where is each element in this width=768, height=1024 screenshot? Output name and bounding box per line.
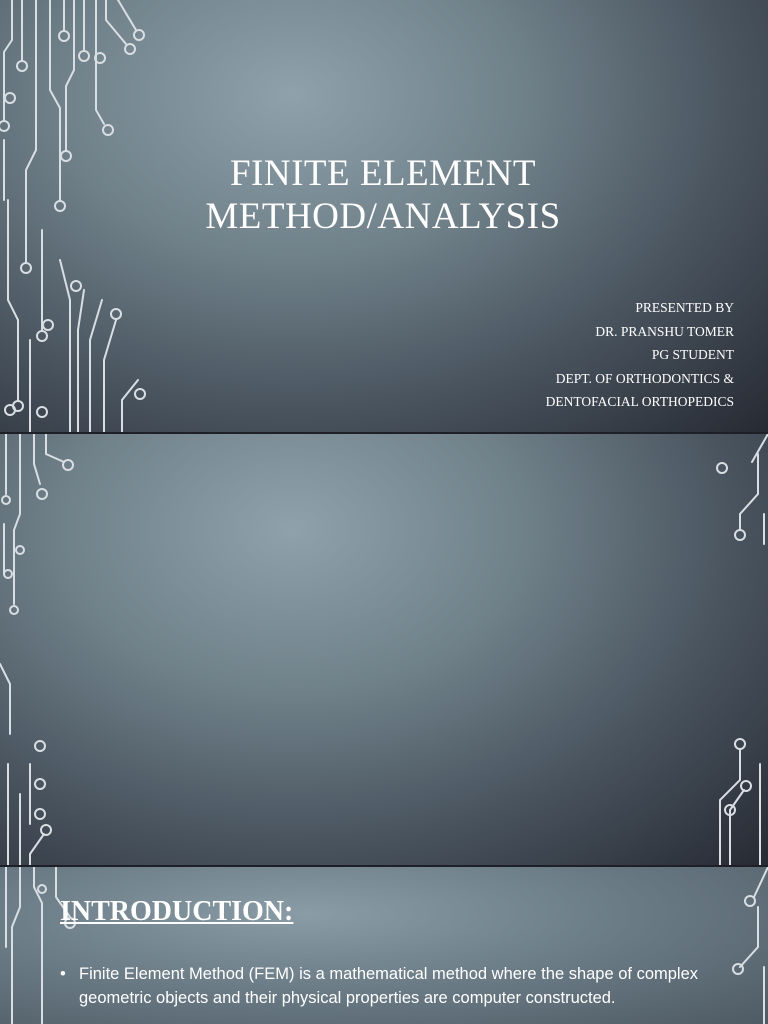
circuit-decoration-left xyxy=(0,434,80,865)
introduction-bullet xyxy=(60,962,719,1010)
introduction-slide xyxy=(0,867,768,1024)
introduction-heading: INTRODUCTION: xyxy=(60,896,294,927)
circuit-decoration-right xyxy=(700,434,768,865)
title-line-2: METHOD/ANALYSIS xyxy=(205,196,561,237)
presenter-line: PRESENTED BY xyxy=(635,300,734,315)
title-line-1: FINITE ELEMENT xyxy=(229,153,537,194)
presenter-line: DEPT. OF ORTHODONTICS & xyxy=(555,370,734,386)
presenter-info xyxy=(546,296,734,414)
presenter-line: PG STUDENT xyxy=(651,347,734,362)
circuit-decoration-left xyxy=(0,0,150,432)
presentation-title xyxy=(150,152,616,238)
bullet-dot: • xyxy=(60,965,66,983)
presenter-line: DENTOFACIAL ORTHOPEDICS xyxy=(545,394,734,409)
title-slide xyxy=(0,0,768,432)
bullet-text: Finite Element Method (FEM) is a mathematical method where the shape of complex geometric objects and their physical properties are computer constructed. xyxy=(79,965,699,1007)
contents-slide xyxy=(0,434,768,865)
presenter-line: DR. PRANSHU TOMER xyxy=(595,323,734,339)
